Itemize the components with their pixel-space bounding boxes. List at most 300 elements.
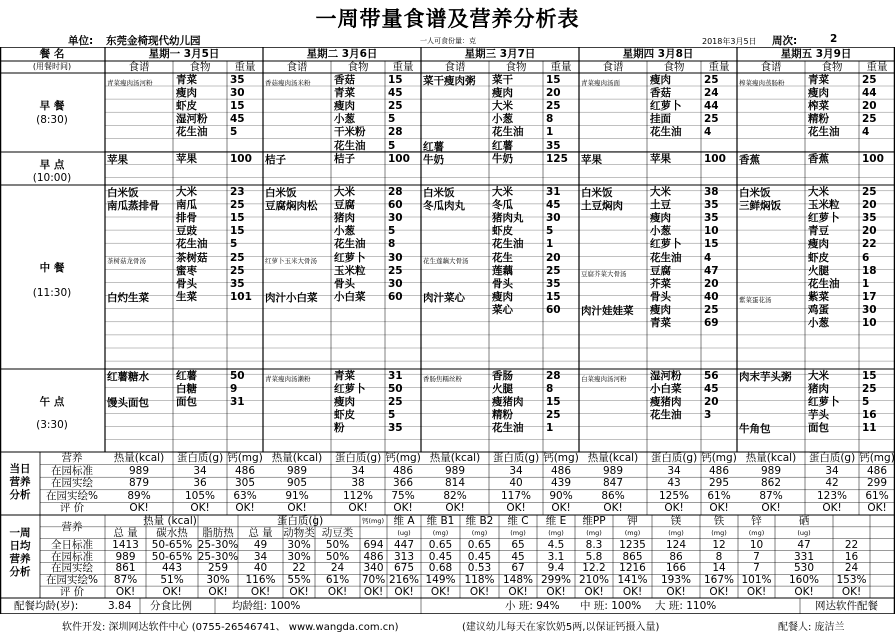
weekly-group-calcium: 钙(mg) [361,517,385,525]
daily-value: OK! [129,502,149,515]
weekly-value: 65 [511,538,525,551]
food-weight: 30 [546,212,561,225]
food-name: 虾皮 [492,225,513,238]
weekly-extra-head: 锌 [751,515,762,527]
food-weight: 25 [704,74,719,86]
food-weight: 20 [704,396,719,409]
food-weight: 6 [862,251,870,264]
weekly-value: 340 [363,562,384,575]
food-weight: 30 [862,303,877,316]
weekly-value: 45 [511,550,525,563]
weekly-extra-head: 钾 [627,515,638,527]
weekly-value: 1216 [619,562,646,575]
food-weight: 10 [862,317,877,329]
food-name: 小葱 [334,225,355,238]
daily-value: 90% [549,489,573,502]
daily-value: 989 [444,464,466,477]
weekly-value: 24 [844,562,859,575]
weekly-value: OK! [746,586,767,599]
food-name: 红萝卜 [334,383,366,396]
daily-value: 305 [234,477,256,490]
food-weight: 60 [388,199,403,212]
daily-head-calcium: 钙(mg) [543,452,579,464]
food-name: 红萝卜 [808,212,840,225]
dish-name: 香肠焦糯丝粉 [423,375,462,383]
daily-value: 42 [825,477,839,490]
food-name: 豆豉 [176,225,197,238]
software-dev: 软件开发: 深圳网达软件中心 (0755-26546741、 www.wangda.com.cn) [62,622,399,633]
food-weight: 8 [546,113,554,126]
weekly-sub-head: 碳水热 [156,526,188,539]
food-weight: 25 [388,264,403,277]
food-name: 面包 [808,422,829,435]
food-name: 花生油 [808,277,840,290]
daily-value: OK! [664,502,684,515]
footer [0,614,895,636]
food-weight: 4 [704,251,712,264]
food-name: 香蕉 [808,153,829,165]
weekly-value: 118% [464,574,495,587]
food-weight: 60 [546,303,561,316]
portion-note: 一人可食份量：克 [420,37,476,45]
weekly-sub-head: 动物类 [283,526,315,539]
weekly-value: OK! [841,586,862,599]
food-weight: 9 [230,383,238,396]
weekly-value: OK! [709,586,729,599]
food-weight: 17 [862,290,877,303]
dish-name: 白灼生菜 [107,291,149,304]
weekly-value: 55% [287,574,311,587]
food-name: 瘦肉 [176,87,197,100]
food-name: 虾皮 [808,251,829,264]
weekly-value: 447 [393,538,415,551]
col-food-head: 食物 [505,61,527,73]
food-name: 蜜枣 [176,264,197,277]
food-name: 虾皮 [334,409,355,422]
brand-label: 网达软件配餐 [815,600,878,612]
weekly-value: 989 [115,550,136,563]
weekly-row-label: 在园实绘% [46,574,98,587]
weekly-value: 865 [622,550,643,563]
weekly-value: 40 [253,562,268,575]
food-name: 瘦肉 [334,100,355,113]
weekly-row-label: 在园实绘 [51,562,93,575]
food-name: 菜干 [492,74,513,86]
daily-value: 847 [602,477,624,490]
weekly-value: OK! [794,586,814,599]
food-weight: 45 [230,113,245,126]
dish-name: 肉汁娃娃菜 [581,304,634,317]
food-name: 大米 [808,186,829,198]
daily-value: 112% [342,489,374,502]
dish-name: 白米饭 [265,187,297,199]
food-name: 青菜 [808,74,829,86]
col-food-head: 食物 [347,61,369,73]
food-name: 花生油 [492,238,524,251]
food-name: 大米 [650,186,671,198]
daily-head-kcal: 热量(kcal) [271,452,323,464]
col-food-head: 食物 [189,61,211,73]
daily-title: 分析 [9,489,31,501]
weekly-value: OK! [666,586,686,599]
food-weight: 15 [230,100,245,113]
dish-name: 豆腐焖肉松 [265,200,318,213]
weekly-extra-head: 维PP [582,515,606,527]
meal-name-head: 餐 名 [39,48,65,60]
daily-value: OK! [445,502,465,515]
food-name: 莲藕 [492,264,513,277]
weekly-value: 1413 [112,538,139,551]
food-name: 青豆 [808,225,829,238]
weekly-title: 营养 [9,553,31,565]
dish-name: 青菜瘦肉汤面 [581,79,620,87]
food-weight: 45 [388,87,403,100]
food-weight: 18 [862,264,877,277]
food-weight: 5 [388,113,396,126]
food-name: 精粉 [492,409,513,422]
col-weight-head: 重量 [866,61,888,73]
col-weight-head: 重量 [708,61,730,73]
food-weight: 44 [704,100,719,113]
col-food-head: 食物 [663,61,685,73]
col-dish-head: 食谱 [444,61,466,73]
food-name: 瘦猪肉 [492,396,524,409]
daily-title: 当日 [9,463,31,475]
weekly-extra-unit: (mg) [711,528,727,537]
food-name: 湿河粉 [176,113,208,126]
daily-value: OK! [190,502,210,515]
unit-name: 东莞金椅现代幼儿园 [106,35,201,47]
week-number: 2 [830,33,838,45]
food-weight: 15 [704,238,719,251]
daily-value: 43 [667,477,681,490]
food-name: 花生油 [492,126,524,139]
food-weight: 56 [704,370,719,382]
weekly-value: 153% [836,574,867,587]
dish-name: 白米饭 [581,187,613,199]
daily-head-kcal: 热量(kcal) [429,452,481,464]
daily-value: 117% [500,489,532,502]
weekly-value: 61% [325,574,350,587]
weekly-value: 14 [712,562,726,575]
daily-head-protein: 蛋白质(g) [176,452,224,464]
food-name: 花生油 [650,251,682,264]
food-name: 干米粉 [334,126,366,139]
lunch-label: 中 餐 [39,262,65,274]
dish-name: 菜干瘦肉粥 [423,75,476,87]
food-name: 瘦肉 [650,212,671,225]
food-name: 红薯 [176,370,197,382]
weekly-value: 50% [325,550,350,563]
daily-head-kcal: 热量(kcal) [745,452,797,464]
food-weight: 8 [546,383,554,396]
food-name: 青菜 [334,87,355,100]
weekly-value: 25-30% [197,538,239,551]
daily-title: 营养 [9,476,31,488]
food-name: 火腿 [492,383,513,396]
weekly-value: 0.45 [428,550,453,563]
food-name: 骨头 [650,290,671,303]
daily-value: OK! [822,502,842,515]
weekly-value: 22 [844,538,859,551]
weekly-sub-head: 总 量 [248,526,273,539]
dish-name: 肉末芋头粥 [739,371,792,383]
weekly-value: 160% [788,574,820,587]
weekly-value: 193% [660,574,692,587]
weekly-extra-head: 维 B2 [465,515,494,527]
weekly-value: 30% [287,538,311,551]
food-weight: 25 [862,74,877,86]
weekly-value: 50-65% [151,550,193,563]
food-weight: 30 [388,251,403,264]
food-name: 玉米粒 [334,264,366,277]
food-weight: 60 [388,290,403,303]
dish-name: 桔子 [265,154,286,166]
weekly-value: 22 [292,562,306,575]
daily-value: 862 [760,477,782,490]
daily-value: OK! [603,502,623,515]
daily-value: 36 [193,477,207,490]
food-weight: 25 [704,113,719,126]
weekly-title: 日均 [9,540,31,552]
weekly-value: 166 [665,562,687,575]
food-name: 菜心 [492,303,513,316]
weekly-value: 24 [330,562,345,575]
big-class: 大 班: 110% [655,600,717,612]
daily-head-calcium: 钙(mg) [859,452,895,464]
food-weight: 22 [862,238,877,251]
split-label: 分食比例 [150,600,192,612]
food-name: 湿河粉 [650,370,682,382]
weekly-value: 0.45 [467,550,492,563]
weekly-value: 5.8 [585,550,603,563]
food-weight: 35 [546,139,561,152]
col-weight-head: 重量 [392,61,414,73]
unit-label: 单位: [68,35,94,47]
daily-value: 34 [193,464,207,477]
daily-value: 989 [602,464,624,477]
daily-value: 63% [233,489,257,502]
food-name: 青菜 [650,317,671,329]
col-weight-head: 重量 [550,61,572,73]
dish-name: 三鲜焖饭 [739,200,781,213]
food-weight: 47 [704,264,719,277]
food-weight: 25 [546,409,561,422]
weekly-value: 0.65 [467,538,492,551]
weekly-row-label: 评 价 [59,586,85,599]
food-name: 瘦肉 [808,238,829,251]
food-weight: 35 [704,212,719,225]
food-name: 精粉 [808,113,829,126]
weekly-value: 9.4 [547,562,565,575]
weekly-value: OK! [327,586,348,599]
food-weight: 28 [546,370,561,382]
food-weight: 38 [704,186,719,198]
weekly-value: 16 [844,550,859,563]
food-weight: 5 [230,126,238,139]
menu-table [0,47,895,614]
col-food-head: 食物 [821,61,843,73]
food-name: 火腿 [808,264,829,277]
food-weight: 15 [546,74,561,86]
weekly-value: 0.53 [467,562,492,575]
food-weight: 35 [546,277,561,290]
day-header: 星期三 3月7日 [464,48,536,60]
food-name: 红萝卜 [650,100,682,113]
food-weight: 25 [230,264,245,277]
food-weight: 25 [862,113,877,126]
food-weight: 30 [230,87,245,100]
weekly-value: 675 [393,562,415,575]
food-name: 骨头 [334,277,355,290]
weekly-value: 443 [161,562,183,575]
daily-value: 366 [392,477,414,490]
weekly-value: 1235 [619,538,646,551]
food-weight: 20 [546,251,561,264]
food-weight: 4 [862,126,870,139]
food-weight: 25 [546,264,561,277]
food-weight: 100 [704,153,726,165]
weekly-value: OK! [508,586,528,599]
weekly-value: 7 [753,562,760,575]
food-weight: 100 [388,153,410,165]
food-name: 玉米粒 [808,199,840,212]
daily-row-label: 在园标准 [51,464,93,477]
weekly-sub-head: 脂肪热 [202,526,234,539]
food-weight: 44 [862,87,877,100]
food-name: 小白菜 [650,383,682,396]
weekly-row-label: 全日标准 [51,538,93,551]
daily-value: 91% [285,489,309,502]
weekly-value: 149% [425,574,456,587]
food-name: 大米 [492,186,513,198]
food-name: 红薯 [492,139,513,152]
food-weight: 24 [704,87,719,100]
breakfast-time: (8:30) [36,114,68,126]
weekly-value: 34 [253,550,268,563]
food-weight: 20 [546,87,561,100]
food-name: 花生油 [176,126,208,139]
daily-value: 125% [658,489,690,502]
daily-value: 486 [550,464,572,477]
weekly-extra-head: 维 A [393,515,415,527]
daily-value: 86% [601,489,625,502]
dish-name: 白米饭 [107,187,139,199]
food-weight: 20 [704,277,719,290]
food-name: 花生油 [808,126,840,139]
food-weight: 1 [546,126,554,139]
food-weight: 50 [388,383,403,396]
food-name: 虾皮 [176,100,197,113]
daily-head-calcium: 钙(mg) [227,452,263,464]
weekly-extra-unit: (ug) [797,528,811,537]
food-name: 花生油 [334,238,366,251]
food-name: 大米 [176,186,197,198]
daily-value: OK! [551,502,571,515]
daily-value: 989 [128,464,150,477]
dietitian: 配餐人: 庞洁兰 [778,622,845,633]
food-name: 猪肉丸 [492,212,524,225]
food-weight: 1 [546,422,554,435]
weekly-value: 50% [325,538,350,551]
dish-name: 土豆焖肉 [581,200,623,213]
weekly-value: 67 [511,562,525,575]
food-name: 猪肉 [808,383,829,396]
weekly-row-label: 在园标准 [51,550,93,563]
daily-row-label: 在园实绘% [46,489,98,502]
food-name: 白糖 [176,383,197,396]
weekly-extra-head: 维 E [545,515,567,527]
weekly-value: 486 [363,550,384,563]
daily-value: 486 [866,464,888,477]
dish-name: 牛角包 [739,423,771,436]
food-weight: 23 [230,186,245,198]
weekly-value: 101% [741,574,772,587]
daily-value: 486 [708,464,730,477]
food-name: 大米 [492,100,513,113]
food-weight: 30 [388,212,403,225]
daily-value: OK! [235,502,255,515]
dish-name: 紫菜蛋花汤 [739,295,772,304]
food-name: 瘦肉 [650,303,671,316]
daily-value: 879 [128,477,150,490]
col-dish-head: 食谱 [602,61,624,73]
dish-name: 青菜瘦肉汤濑粉 [265,375,311,383]
weekly-value: 124 [665,538,687,551]
day-header: 星期四 3月8日 [622,48,694,60]
food-weight: 101 [230,290,252,303]
food-weight: 20 [862,199,877,212]
weekly-value: 8.3 [585,538,603,551]
daily-head-protein: 蛋白质(g) [650,452,698,464]
weekly-value: 148% [502,574,534,587]
dish-name: 苹果 [581,154,602,166]
day-header: 星期一 3月5日 [148,48,220,60]
col-dish-head: 食谱 [128,61,150,73]
daily-head-kcal: 热量(kcal) [113,452,165,464]
weekly-value: 141% [617,574,648,587]
weekly-value: OK! [584,586,604,599]
daily-head-calcium: 钙(mg) [701,452,737,464]
food-weight: 11 [862,422,877,435]
snack-time: (10:00) [32,172,72,184]
age-value: 3.84 [108,600,132,612]
dish-name: 白菜瘦肉汤河粉 [581,375,627,383]
food-weight: 125 [546,153,568,165]
food-name: 青菜 [176,74,197,86]
daily-value: 123% [816,489,848,502]
food-name: 红萝卜 [334,251,366,264]
food-weight: 5 [388,225,396,238]
dish-name: 白米饭 [739,187,771,199]
weekly-value: 8 [715,550,723,563]
weekly-extra-unit: (mg) [586,528,602,537]
food-weight: 15 [546,290,561,303]
daily-value: 439 [550,477,572,490]
food-name: 香菇 [650,87,671,100]
food-name: 瘦猪肉 [650,396,682,409]
weekly-extra-unit: (mg) [624,528,641,537]
dish-name: 青菜瘦肉汤河粉 [107,79,153,87]
food-name: 花生油 [650,409,682,422]
col-weight-head: 重量 [234,61,256,73]
daily-value: OK! [348,502,368,515]
page-title: 一周带量食谱及营养分析表 [315,7,580,31]
weekly-value: 3.1 [547,550,565,563]
weekly-value: 30% [287,550,311,563]
food-name: 大米 [334,186,355,198]
daily-value: 40 [509,477,523,490]
